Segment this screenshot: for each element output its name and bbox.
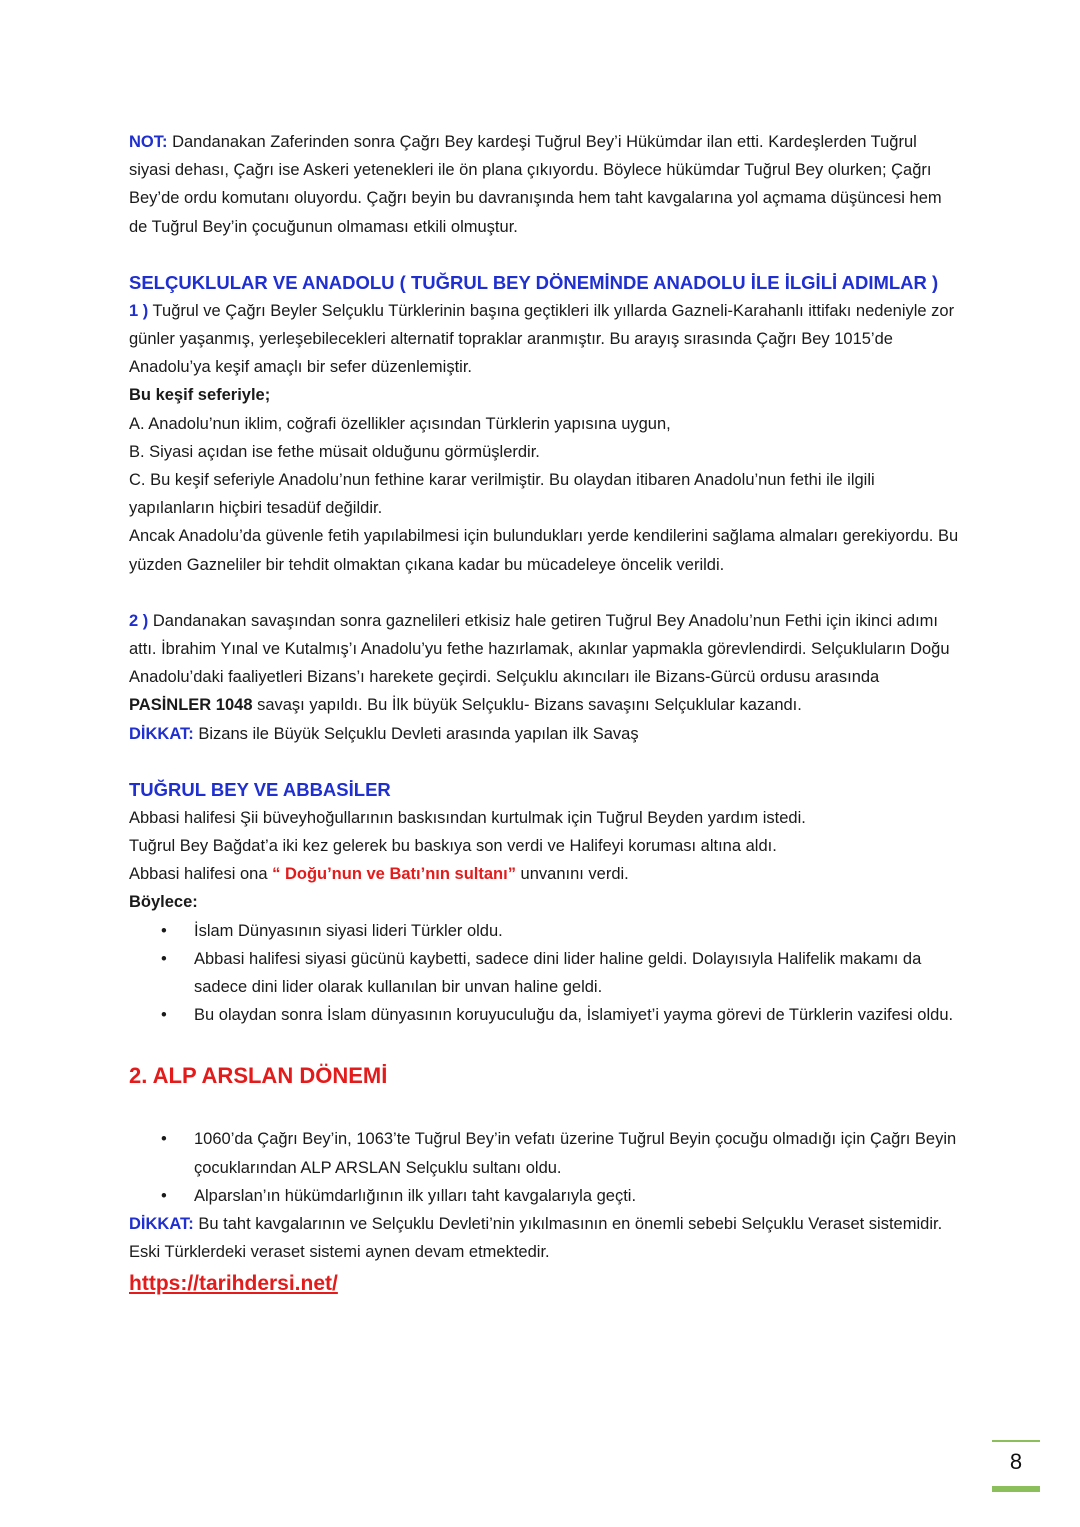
- point-a: A. Anadolu’nun iklim, coğrafi özellikler açısından Türklerin yapısına uygun,: [129, 414, 671, 433]
- source-link[interactable]: https://tarihdersi.net/: [129, 1271, 338, 1295]
- dikkat-label: DİKKAT:: [129, 1215, 194, 1234]
- bullet-icon: •: [161, 949, 167, 968]
- bullet-icon: •: [161, 1006, 167, 1025]
- alp-arslan-bullet-list: [129, 1125, 959, 1210]
- abbasi-line-2: Tuğrul Bey Bağdat’a iki kez gelerek bu baskıya son verdi ve Halifeyi koruması altına aldı.: [129, 837, 777, 856]
- item-2-number: 2 ): [129, 611, 149, 630]
- bullet-icon: •: [161, 921, 167, 940]
- abbasi-line-3: [129, 860, 959, 888]
- item-1-number: 1 ): [129, 301, 149, 320]
- dikkat-text: Bu taht kavgalarının ve Selçuklu Devleti’nin yıkılmasının en önemli sebebi Selçuklu Veraset sistemidir. Eski Türklerdeki veraset sistemi aynen devam etmektedir.: [129, 1215, 943, 1262]
- section-heading-abbasiler: TUĞRUL BEY VE ABBASİLER: [129, 778, 391, 800]
- list-item: • Bu olaydan sonra İslam dünyasının koruyuculuğu da, İslamiyet’i yayma görevi de Türklerin vazifesi oldu.: [129, 1001, 959, 1029]
- list-item: • Alparslan’ın hükümdarlığının ilk yılları taht kavgalarıyla geçti.: [129, 1182, 959, 1210]
- bullet-icon: •: [161, 1186, 167, 1205]
- point-c: C. Bu keşif seferiyle Anadolu’nun fethine karar verilmiştir. Bu olaydan itibaren Anadolu’nun fethi ile ilgili yapılanların hiçbiri tesadüf değildir.: [129, 471, 875, 518]
- note-paragraph: [129, 128, 959, 241]
- item-1-paragraph: [129, 297, 959, 382]
- dikkat-label: DİKKAT:: [129, 724, 194, 743]
- section-heading-selcuklular-anadolu: SELÇUKLULAR VE ANADOLU ( TUĞRUL BEY DÖNEMİNDE ANADOLU İLE İLGİLİ ADIMLAR ): [129, 271, 939, 293]
- point-b: B. Siyasi açıdan ise fethe müsait olduğunu görmüşlerdir.: [129, 442, 540, 461]
- bullet-icon: •: [161, 1130, 167, 1149]
- list-item: • Abbasi halifesi siyasi gücünü kaybetti, sadece dini lider haline geldi. Dolayısıyla Halifelik makamı da sadece dini lider olarak kullanılan bir unvan haline geldi.: [129, 945, 959, 1001]
- abbasi-bullet-list: [129, 917, 959, 1030]
- note-label: NOT:: [129, 133, 168, 151]
- abbasi-line-1: Abbasi halifesi Şii büveyhoğullarının baskısından kurtulmak için Tuğrul Beyden yardım istedi.: [129, 808, 806, 827]
- note-text: Dandanakan Zaferinden sonra Çağrı Bey kardeşi Tuğrul Bey’i Hükümdar ilan etti. Kardeşlerden Tuğrul siyasi dehası, Çağrı ise Askeri yetenekleri ile ön plana çıkıyordu. Böylece hükümdar Tuğrul Bey olurken; Çağrı Bey’de ordu komutanı oluyordu. Çağrı beyin bu davranışında hem taht kavgalarına yol açmama düşüncesi hem de Tuğrul Bey’in çocuğunun olmaması etkili olmuştur.: [129, 133, 942, 236]
- dikkat-note-1: [129, 720, 959, 748]
- closing-paragraph: Ancak Anadolu’da güvenle fetih yapılabilmesi için bulundukları yerde kendilerini sağlama almaları gerekiyordu. Bu yüzden Gazneliler bir tehdit olmaktan çıkana kadar bu mücadeleye öncelik verildi.: [129, 527, 959, 574]
- item-2-paragraph: [129, 607, 959, 720]
- section-heading-alp-arslan: 2. ALP ARSLAN DÖNEMİ: [129, 1063, 388, 1089]
- item-2-text-b: savaşı yapıldı. Bu İlk büyük Selçuklu- Bizans savaşını Selçuklular kazandı.: [252, 696, 802, 715]
- dikkat-text: Bizans ile Büyük Selçuklu Devleti arasında yapılan ilk Savaş: [193, 724, 639, 743]
- boylece-subheading: Böylece:: [129, 893, 198, 912]
- dikkat-note-2: [129, 1210, 959, 1266]
- item-1-text: Tuğrul ve Çağrı Beyler Selçuklu Türklerinin başına geçtikleri ilk yıllarda Gazneli-Karahanlı ittifakı nedeniyle zor günler yaşanmış, yerleşebilecekleri alternatif topraklar aranmıştır. Bu arayış sırasında Çağrı Bey 1015’de Anadolu’ya keşif amaçlı bir sefer düzenlemiştir.: [129, 301, 955, 377]
- page-number: 8: [992, 1440, 1040, 1492]
- pasinler-bold: PASİNLER 1048: [129, 696, 253, 715]
- abbasi-line-3-pre: Abbasi halifesi ona: [129, 865, 273, 884]
- item-2-text-a: Dandanakan savaşından sonra gaznelileri etkisiz hale getiren Tuğrul Bey Anadolu’nun Fethi için ikinci adımı attı. İbrahim Yınal ve Kutalmış’ı Anadolu’yu fethe hazırlamak, akınlar yapmakla görevlendirdi. Selçukluların Doğu Anadolu’daki faaliyetleri Bizans’ı harekete geçirdi. Selçuklu akıncıları ile Bizans-Gürcü ordusu arasında: [129, 611, 950, 687]
- list-item: • İslam Dünyasının siyasi lideri Türkler oldu.: [129, 917, 959, 945]
- kesif-subheading: Bu keşif seferiyle;: [129, 386, 271, 405]
- abbasi-line-3-post: unvanını verdi.: [515, 865, 629, 884]
- list-item: • 1060’da Çağrı Bey’in, 1063’te Tuğrul Bey’in vefatı üzerine Tuğrul Beyin çocuğu olmadığı için Çağrı Beyin çocuklarından ALP ARSLAN Selçuklu sultanı oldu.: [129, 1125, 959, 1181]
- sultan-title-quote: “ Doğu’nun ve Batı’nın sultanı”: [272, 865, 516, 884]
- document-page: [129, 128, 959, 1301]
